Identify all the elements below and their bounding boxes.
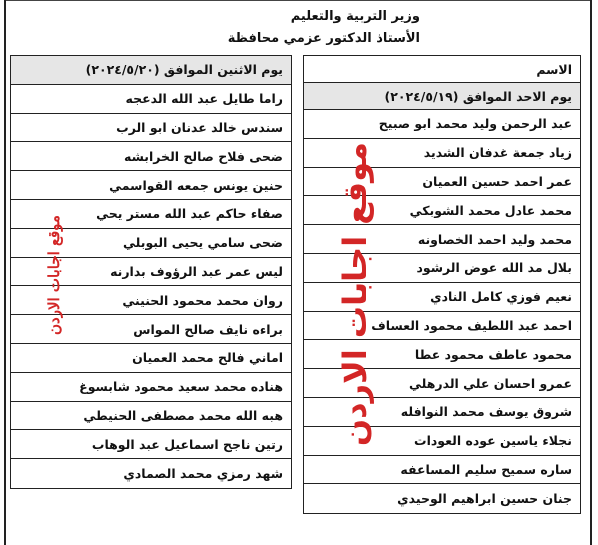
- page-frame-top: [4, 0, 592, 4]
- monday-name-row: اماني فالح محمد العميان: [11, 344, 291, 373]
- header-line-2: الأستاذ الدكتور عزمي محافظة: [227, 31, 420, 46]
- sunday-name-row: شروق يوسف محمد النوافله: [304, 398, 580, 427]
- header-line-1: وزير التربية والتعليم: [290, 9, 420, 24]
- sunday-name-row: محمود عاطف محمود عطا: [304, 340, 580, 369]
- watermark-main: موقع اجابات الاردن: [336, 142, 374, 447]
- sunday-day-header: يوم الاحد الموافق (٢٠٢٤/٥/١٩): [304, 83, 580, 110]
- page-frame-left: [4, 0, 6, 545]
- monday-name-row: حنين يونس جمعه القواسمي: [11, 171, 291, 200]
- sunday-name-row: بلال مد الله عوض الرشود: [304, 254, 580, 283]
- monday-name-row: هبه الله محمد مصطفى الحنيطي: [11, 402, 291, 431]
- page-frame-right: [590, 0, 592, 545]
- monday-name-row: ضحى فلاح صالح الخرابشه: [11, 142, 291, 171]
- watermark-small: موقع اجابات الاردن: [45, 215, 63, 335]
- monday-name-row: شهد رمزي محمد الصمادي: [123, 466, 283, 482]
- sunday-name-row: ساره سميح سليم المساعفه: [304, 456, 580, 485]
- monday-name-row: سندس خالد عدنان ابو الرب: [11, 114, 291, 143]
- sunday-name-row: محمد عادل محمد الشوبكي: [304, 196, 580, 225]
- document-header: [180, 6, 420, 50]
- sunday-name-row: احمد عبد اللطيف محمود العساف: [304, 312, 580, 341]
- monday-name-row: هناده محمد سعيد محمود شابسوغ: [11, 373, 291, 402]
- sunday-name-row: نجلاء ياسين عوده العودات: [304, 427, 580, 456]
- monday-name-row: براءه نايف صالح المواس: [11, 315, 291, 344]
- monday-day-header: يوم الاثنين الموافق (٢٠٢٤/٥/٢٠): [11, 56, 291, 85]
- sunday-name-row: زياد جمعة غدفان الشديد: [304, 139, 580, 168]
- name-column-header: الاسم: [304, 56, 580, 83]
- monday-name-row: رتين ناجح اسماعيل عبد الوهاب: [11, 430, 291, 459]
- sunday-name-row: محمد وليد احمد الخصاونه: [304, 225, 580, 254]
- sunday-name-row: عمر احمد حسين العميان: [304, 168, 580, 197]
- monday-name-row: ضحى سامي يحيى البوبلي: [11, 229, 291, 258]
- monday-name-row: صفاء حاكم عبد الله مستر يحي: [11, 200, 291, 229]
- monday-name-row: روان محمد محمود الحنيني: [11, 286, 291, 315]
- sunday-name-row: عبد الرحمن وليد محمد ابو صبيح: [304, 110, 580, 139]
- sunday-name-row: عمرو احسان علي الدرهلي: [304, 369, 580, 398]
- monday-name-row: ليس عمر عبد الرؤوف بدارنه: [11, 258, 291, 287]
- monday-name-row: راما طايل عبد الله الدعجه: [11, 85, 291, 114]
- sunday-name-row: جنان حسين ابراهيم الوحيدي: [397, 491, 572, 507]
- sunday-name-row: نعيم فوزي كامل النادي: [304, 283, 580, 312]
